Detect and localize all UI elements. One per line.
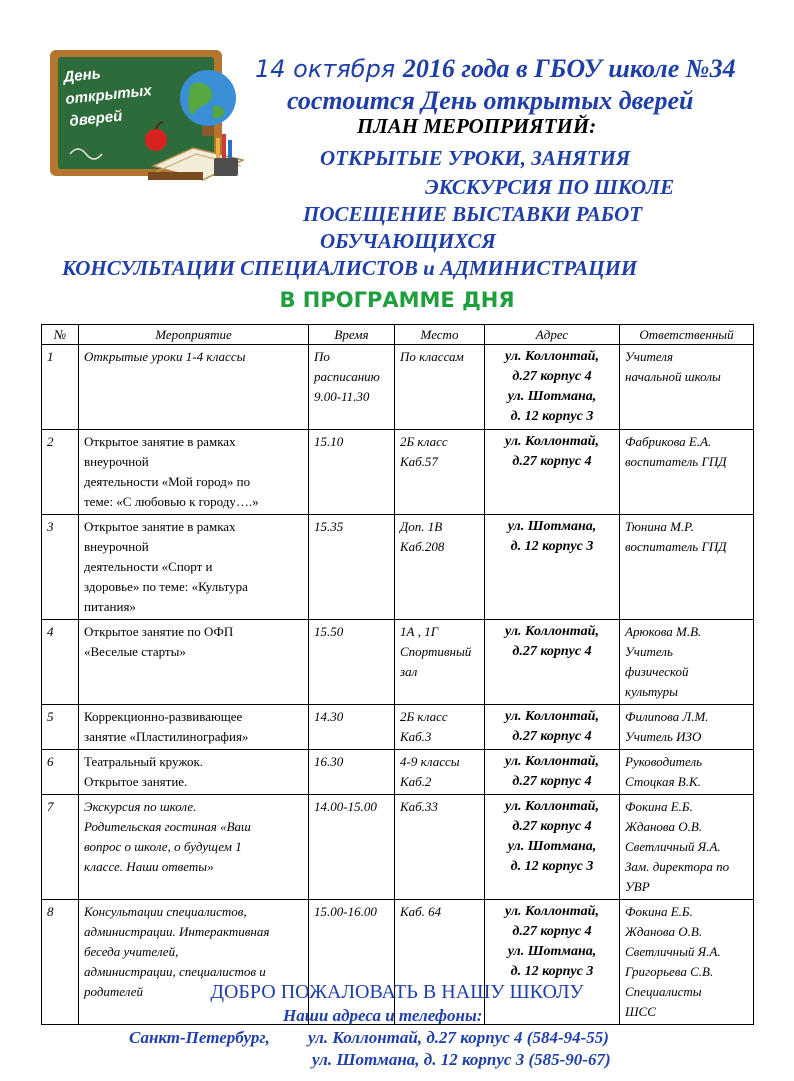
col-header-event: Мероприятие <box>79 325 309 345</box>
col-header-address: Адрес <box>485 325 620 345</box>
schedule-table <box>41 324 754 1025</box>
cell-address <box>485 705 620 750</box>
cell-address-line: д.27 корпус 4 <box>512 454 592 469</box>
welcome-heading: ДОБРО ПОЖАЛОВАТЬ В НАШУ ШКОЛУ <box>210 981 584 1003</box>
cell-place-line: зал <box>400 664 418 679</box>
cell-place <box>395 705 485 750</box>
cell-responsible-line: Светличный Я.А. <box>625 944 721 959</box>
cell-responsible-line: начальной школы <box>625 369 721 384</box>
cell-address-line: ул. Коллонтай, <box>505 754 599 769</box>
cell-number: 1 <box>42 345 79 430</box>
logo-text-1: День <box>62 65 102 86</box>
cell-responsible-line: Специалисты <box>625 984 702 999</box>
cell-event-line: Экскурсия по школе. <box>84 799 197 814</box>
cell-event-line: Театральный кружок. <box>84 754 204 769</box>
cell-responsible-line: Жданова О.В. <box>625 819 703 834</box>
cell-event <box>79 345 309 430</box>
cell-address-line: д.27 корпус 4 <box>512 729 592 744</box>
apple-icon <box>145 129 167 151</box>
cell-place-line: Каб. 64 <box>400 904 442 919</box>
cell-address-line: д.27 корпус 4 <box>512 924 592 939</box>
cell-responsible-line: воспитатель ГПД <box>625 539 727 554</box>
logo-text-2: открытых <box>64 82 153 108</box>
table-row <box>42 515 754 620</box>
cell-responsible <box>620 750 754 795</box>
open-day-logo <box>48 46 244 194</box>
cell-place-line: Спортивный <box>400 644 472 659</box>
cell-address-line: д.27 корпус 4 <box>512 369 592 384</box>
contacts-address-1: ул. Коллонтай, д.27 корпус 4 (584-94-55) <box>308 1028 609 1047</box>
cell-event <box>79 795 309 900</box>
cell-time-line: 14.30 <box>314 709 344 724</box>
cell-responsible <box>620 430 754 515</box>
cell-place-line: 1А , 1Г <box>400 624 439 639</box>
cell-address-line: ул. Коллонтай, <box>505 624 599 639</box>
cell-event-line: администрации, специалистов и <box>84 964 266 979</box>
cell-number: 3 <box>42 515 79 620</box>
cell-event-line: Открытое занятие в рамках <box>84 434 236 449</box>
cell-event-line: родителей <box>84 984 144 999</box>
cell-address-line: д. 12 корпус 3 <box>510 859 594 874</box>
cell-time-line: 9.00-11.30 <box>314 389 370 404</box>
cell-place-line: Каб.208 <box>400 539 445 554</box>
cell-address-line: д.27 корпус 4 <box>512 644 592 659</box>
cell-time-line: 15.00-16.00 <box>314 904 377 919</box>
cell-event <box>79 750 309 795</box>
cell-event-line: администрации. Интерактивная <box>84 924 270 939</box>
cell-address <box>485 515 620 620</box>
cell-time-line: 16.30 <box>314 754 344 769</box>
program-heading: В ПРОГРАММЕ ДНЯ <box>279 288 515 312</box>
plan-item-3-cont: ОБУЧАЮЩИХСЯ <box>320 229 496 253</box>
cell-responsible-line: Светличный Я.А. <box>625 839 721 854</box>
cell-event-line: питания» <box>84 599 136 614</box>
cell-responsible <box>620 515 754 620</box>
cell-responsible-line: Филипова Л.М. <box>625 709 709 724</box>
cell-number: 5 <box>42 705 79 750</box>
cell-address-line: ул. Шотмана, <box>507 944 597 959</box>
cell-event-line: теме: «С любовью к городу….» <box>84 494 259 509</box>
cell-address-line: д.27 корпус 4 <box>512 819 592 834</box>
cell-event-line: деятельности «Спорт и <box>84 559 213 574</box>
cell-time <box>309 620 395 705</box>
logo-text-3: дверей <box>68 107 124 130</box>
cell-event-line: внеурочной <box>84 539 149 554</box>
table-row <box>42 345 754 430</box>
contacts-title: Наши адреса и телефоны: <box>283 1006 483 1025</box>
cell-event-line: внеурочной <box>84 454 149 469</box>
cell-address-line: ул. Коллонтай, <box>505 709 599 724</box>
cell-address <box>485 345 620 430</box>
col-header-place: Место <box>395 325 485 345</box>
cell-address-line: ул. Коллонтай, <box>505 349 599 364</box>
cell-event-line: Родительская гостиная «Ваш <box>84 819 251 834</box>
cell-responsible <box>620 795 754 900</box>
cell-responsible-line: воспитатель ГПД <box>625 454 727 469</box>
cell-event <box>79 515 309 620</box>
cell-time-line: По <box>314 349 330 364</box>
cell-place <box>395 750 485 795</box>
cell-place <box>395 515 485 620</box>
cell-event-line: Открытое занятие. <box>84 774 188 789</box>
contacts-address-2: ул. Шотмана, д. 12 корпус 3 (585-90-67) <box>312 1050 611 1069</box>
cell-place-line: 2Б класс <box>400 709 448 724</box>
cell-responsible-line: Жданова О.В. <box>625 924 703 939</box>
cell-place-line: Каб.3 <box>400 729 432 744</box>
cell-time-line: 15.50 <box>314 624 344 639</box>
cell-number: 7 <box>42 795 79 900</box>
cell-responsible-line: Григорьева С.В. <box>625 964 714 979</box>
cell-responsible-line: Руководитель <box>625 754 703 769</box>
cell-event-line: деятельности «Мой город» по <box>84 474 251 489</box>
cell-address-line: ул. Шотмана, <box>507 389 597 404</box>
cell-responsible-line: Тюнина М.Р. <box>625 519 695 534</box>
cell-place-line: 4-9 классы <box>400 754 460 769</box>
cell-address <box>485 750 620 795</box>
cell-responsible-line: Учитель ИЗО <box>625 729 702 744</box>
cell-event-line: «Веселые старты» <box>84 644 186 659</box>
header-line-1: 14 октября 2016 года в ГБОУ школе №34 <box>255 54 736 83</box>
cell-responsible-line: физической <box>625 664 689 679</box>
pencil-cup-icon <box>214 158 238 176</box>
cell-time-line: 15.35 <box>314 519 344 534</box>
cell-event <box>79 705 309 750</box>
cell-responsible-line: Стоцкая В.К. <box>625 774 701 789</box>
cell-event <box>79 900 309 1025</box>
col-header-time: Время <box>309 325 395 345</box>
table-row <box>42 795 754 900</box>
table-row <box>42 430 754 515</box>
plan-item-4: КОНСУЛЬТАЦИИ СПЕЦИАЛИСТОВ и АДМИНИСТРАЦИИ <box>62 256 638 280</box>
cell-place <box>395 795 485 900</box>
cell-event-line: здоровье» по теме: «Культура <box>84 579 248 594</box>
cell-place <box>395 430 485 515</box>
cell-event-line: Коррекционно-развивающее <box>84 709 243 724</box>
cell-event <box>79 620 309 705</box>
col-header-responsible: Ответственный <box>620 325 754 345</box>
plan-title: ПЛАН МЕРОПРИЯТИЙ: <box>357 114 597 138</box>
cell-responsible-line: Фокина Е.Б. <box>625 799 693 814</box>
cell-place-line: Каб.57 <box>400 454 438 469</box>
cell-responsible-line: Фокина Е.Б. <box>625 904 693 919</box>
cell-event-line: беседа учителей, <box>84 944 179 959</box>
cell-place <box>395 620 485 705</box>
cell-responsible-line: Фабрикова Е.А. <box>625 434 712 449</box>
cell-time-line: 14.00-15.00 <box>314 799 377 814</box>
cell-address <box>485 900 620 1025</box>
cell-place <box>395 345 485 430</box>
cell-address-line: д. 12 корпус 3 <box>510 539 594 554</box>
cell-event-line: Открытое занятие в рамках <box>84 519 236 534</box>
cell-responsible-line: ШСС <box>625 1004 656 1019</box>
contacts-city: Санкт-Петербург, <box>129 1028 270 1047</box>
cell-address <box>485 620 620 705</box>
cell-number: 8 <box>42 900 79 1025</box>
cell-event-line: Открытые уроки 1-4 классы <box>84 349 246 364</box>
cell-responsible <box>620 705 754 750</box>
cell-time <box>309 430 395 515</box>
cell-address <box>485 795 620 900</box>
cell-address-line: ул. Шотмана, <box>507 839 597 854</box>
cell-address-line: д. 12 корпус 3 <box>510 964 594 979</box>
cell-responsible-line: Зам. директора по <box>625 859 730 874</box>
cell-responsible <box>620 345 754 430</box>
cell-place-line: Каб.33 <box>400 799 438 814</box>
cell-responsible-line: Учителя <box>625 349 673 364</box>
cell-address-line: ул. Шотмана, <box>507 519 597 534</box>
cell-event-line: Открытое занятие по ОФП <box>84 624 234 639</box>
col-header-number: № <box>42 325 79 345</box>
cell-number: 6 <box>42 750 79 795</box>
cell-responsible-line: культуры <box>625 684 678 699</box>
cell-event <box>79 430 309 515</box>
cell-responsible-line: УВР <box>625 879 650 894</box>
cell-event-line: Консультации специалистов, <box>84 904 247 919</box>
cell-address-line: ул. Коллонтай, <box>505 799 599 814</box>
plan-item-3: ПОСЕЩЕНИЕ ВЫСТАВКИ РАБОТ <box>303 202 643 226</box>
cell-event-line: классе. Наши ответы» <box>84 859 214 874</box>
cell-time-line: 15.10 <box>314 434 344 449</box>
cell-place-line: 2Б класс <box>400 434 448 449</box>
cell-time <box>309 750 395 795</box>
cell-responsible <box>620 620 754 705</box>
cell-time-line: расписанию <box>314 369 380 384</box>
cell-event-line: вопрос о школе, о будущем 1 <box>84 839 242 854</box>
table-row <box>42 750 754 795</box>
cell-address-line: ул. Коллонтай, <box>505 434 599 449</box>
cell-address-line: д. 12 корпус 3 <box>510 409 594 424</box>
cell-responsible <box>620 900 754 1025</box>
header-line-2: состоится День открытых дверей <box>287 86 694 115</box>
table-row <box>42 705 754 750</box>
cell-responsible-line: Арюкова М.В. <box>625 624 702 639</box>
plan-item-1: ОТКРЫТЫЕ УРОКИ, ЗАНЯТИЯ <box>320 146 631 170</box>
cell-time <box>309 705 395 750</box>
cell-time <box>309 515 395 620</box>
cell-address-line: д.27 корпус 4 <box>512 774 592 789</box>
cell-time <box>309 345 395 430</box>
cell-address-line: ул. Коллонтай, <box>505 904 599 919</box>
cell-number: 4 <box>42 620 79 705</box>
table-header-row <box>42 325 754 345</box>
cell-event-line: занятие «Пластилинография» <box>84 729 249 744</box>
plan-item-2: ЭКСКУРСИЯ ПО ШКОЛЕ <box>425 175 675 199</box>
cell-place-line: Каб.2 <box>400 774 432 789</box>
table-row <box>42 620 754 705</box>
cell-address <box>485 430 620 515</box>
cell-responsible-line: Учитель <box>625 644 673 659</box>
cell-place-line: По классам <box>400 349 464 364</box>
cell-number: 2 <box>42 430 79 515</box>
cell-time <box>309 795 395 900</box>
cell-place-line: Доп. 1В <box>400 519 443 534</box>
